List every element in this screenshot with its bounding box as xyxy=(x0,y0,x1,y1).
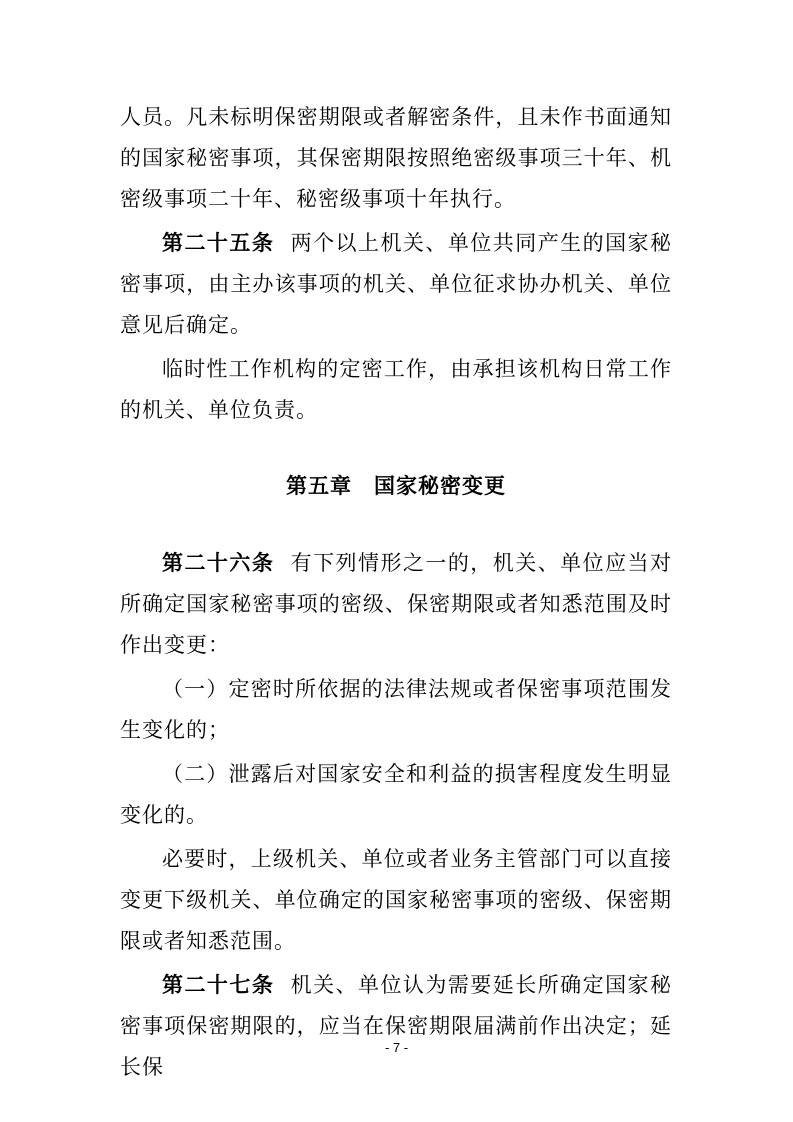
article-27-text: 机关、单位认为需要延长所确定国家秘密事项保密期限的，应当在保密期限届满前作出决定；延长保 xyxy=(120,973,673,1079)
article-25-label: 第二十五条 xyxy=(162,231,275,255)
chapter-number: 第五章 xyxy=(286,474,352,498)
article-26-paragraph xyxy=(120,543,672,666)
article-25-text: 两个以上机关、单位共同产生的国家秘密事项，由主办该事项的机关、单位征求协办机关、单位意见后确定。 xyxy=(120,231,673,337)
article-26-item-1: （一）定密时所依据的法律法规或者保密事项范围发生变化的； xyxy=(120,677,672,742)
continuation-paragraph: 人员。凡未标明保密期限或者解密条件，且未作书面通知的国家秘密事项，其保密期限按照绝密级事项三十年、机密级事项二十年、秘密级事项十年执行。 xyxy=(120,105,672,211)
article-26-item-2: （二）泄露后对国家安全和利益的损害程度发生明显变化的。 xyxy=(120,762,672,827)
article-27-label: 第二十七条 xyxy=(162,973,275,997)
article-26-label: 第二十六条 xyxy=(162,551,275,575)
article-27-paragraph xyxy=(120,965,672,1088)
article-26-text: 有下列情形之一的，机关、单位应当对所确定国家秘密事项的密级、保密期限或者知悉范围及时作出变更： xyxy=(120,551,673,657)
article-25-second-paragraph: 临时性工作机构的定密工作，由承担该机构日常工作的机关、单位负责。 xyxy=(120,357,672,422)
chapter-title: 国家秘密变更 xyxy=(374,474,506,498)
page-number: - 7 - xyxy=(384,1040,409,1055)
article-26-second-paragraph: 必要时，上级机关、单位或者业务主管部门可以直接变更下级机关、单位确定的国家秘密事项的密级、保密期限或者知悉范围。 xyxy=(120,847,672,953)
body-text xyxy=(120,97,672,1091)
article-25-paragraph xyxy=(120,223,672,346)
chapter-heading xyxy=(120,466,672,507)
